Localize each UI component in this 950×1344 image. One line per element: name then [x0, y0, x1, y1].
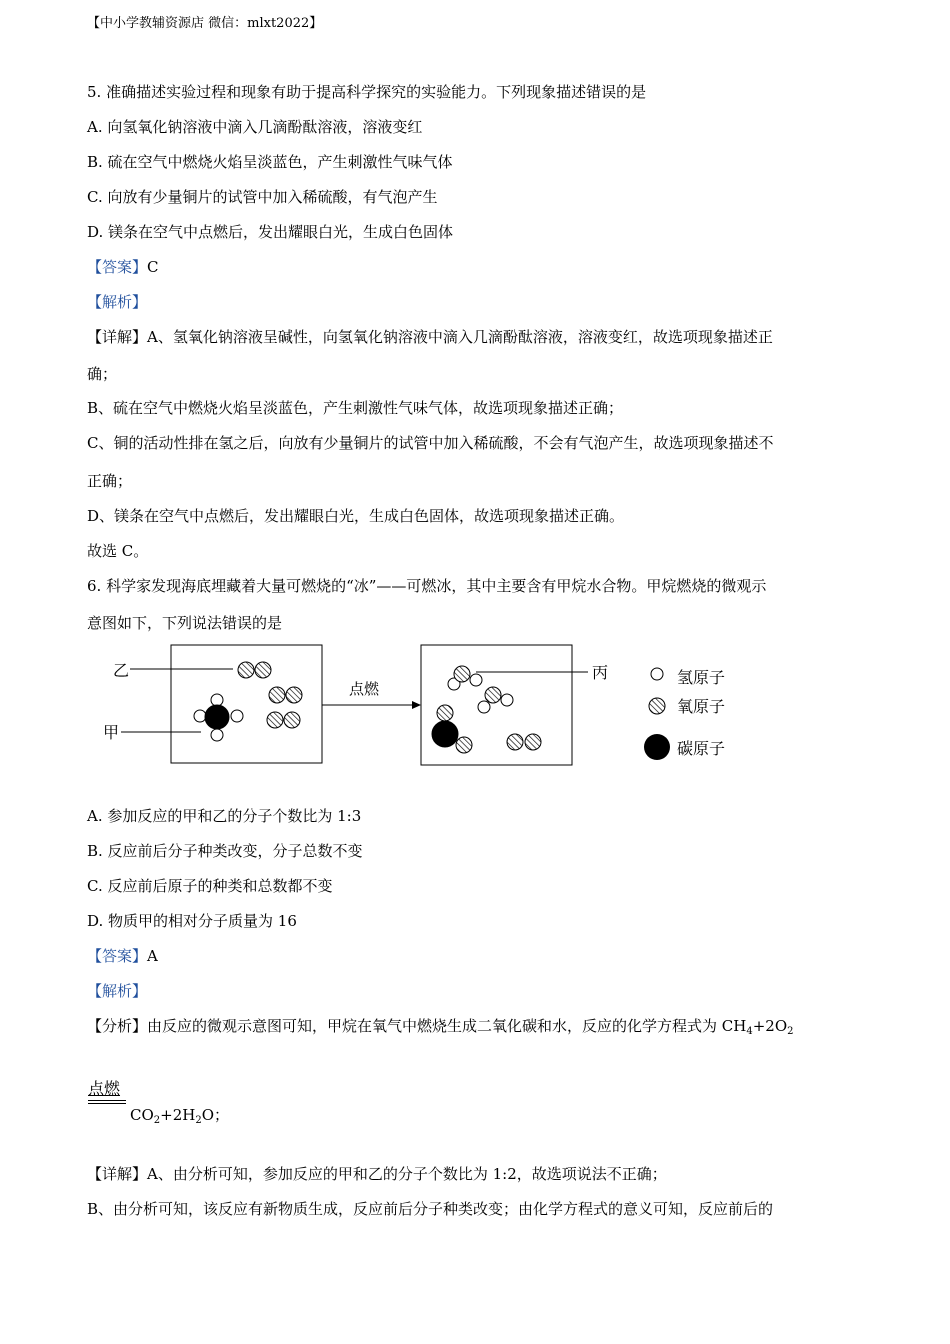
- q5-detail-line: D、镁条在空气中点燃后，发出耀眼白光，生成白色固体，故选项现象描述正确。: [87, 507, 625, 525]
- q5-detail-line: 【详解】A、氢氧化钠溶液呈碱性，向氢氧化钠溶液中滴入几滴酚酞溶液，溶液变红，故选项现象描述正: [87, 328, 773, 346]
- formula-condition: 点燃: [88, 1079, 121, 1098]
- q6-option-b: B. 反应前后分子种类改变，分子总数不变: [87, 842, 363, 860]
- page-header: 【中小学教辅资源店 微信：mlxt2022】: [87, 16, 323, 31]
- oxygen-molecule: [238, 662, 271, 678]
- q6-analysis-tag: 【解析】: [87, 982, 148, 1000]
- q6-stem: 意图如下，下列说法错误的是: [87, 614, 283, 632]
- q5-analysis-tag: 【解析】: [87, 293, 148, 311]
- q5-detail-line: 确；: [87, 365, 118, 383]
- legend: [644, 668, 725, 760]
- formula-products: $CO_2+2H_2O$；: [130, 1106, 230, 1126]
- q5-detail-line: C、铜的活动性排在氢之后，向放有少量铜片的试管中加入稀硫酸，不会有气泡产生，故选项现象描述不: [87, 434, 774, 452]
- answer-tag: 【答案】: [87, 947, 148, 965]
- q6-stem: 6. 科学家发现海底埋藏着大量可燃烧的“冰”——可燃冰，其中主要含有甲烷水合物。甲烷燃烧的微观示: [87, 577, 767, 595]
- oxygen-molecule: [269, 687, 302, 703]
- q5-option-a: A. 向氢氧化钠溶液中滴入几滴酚酞溶液，溶液变红: [87, 118, 423, 136]
- q6-detail-line: B、由分析可知，该反应有新物质生成，反应前后分子种类改变；由化学方程式的意义可知，反应前后的: [87, 1200, 774, 1218]
- oxygen-molecule: [267, 712, 300, 728]
- q6-option-d: D. 物质甲的相对分子质量为 16: [87, 912, 297, 930]
- legend-hydrogen: 氢原子: [677, 668, 726, 687]
- methane-molecule: [194, 694, 243, 741]
- q5-option-c: C. 向放有少量铜片的试管中加入稀硫酸，有气泡产生: [87, 188, 438, 206]
- water-molecule: [478, 687, 513, 713]
- water-molecule: [448, 666, 482, 690]
- q5-stem: 5. 准确描述实验过程和现象有助于提高科学探究的实验能力。下列现象描述错误的是: [87, 83, 647, 101]
- oxygen-atom-icon: [649, 698, 665, 714]
- q6-option-c: C. 反应前后原子的种类和总数都不变: [87, 877, 333, 895]
- arrow-head: [412, 701, 421, 709]
- formula-equals-sign: [88, 1100, 126, 1104]
- q6-answer: [87, 946, 158, 966]
- q5-detail-line: B、硫在空气中燃烧火焰呈淡蓝色，产生刺激性气味气体，故选项现象描述正确；: [87, 399, 624, 417]
- q5-option-d: D. 镁条在空气中点燃后，发出耀眼白光，生成白色固体: [87, 223, 454, 241]
- q5-answer: [87, 257, 159, 277]
- carbon-dioxide-molecule: [432, 705, 472, 753]
- legend-carbon: 碳原子: [677, 739, 726, 758]
- answer-tag: 【答案】: [87, 258, 148, 276]
- q5-detail-line: 正确；: [87, 472, 133, 490]
- label-yi: 乙: [113, 661, 130, 680]
- arrow-label: 点燃: [349, 680, 380, 698]
- legend-oxygen: 氧原子: [677, 697, 726, 716]
- q5-option-b: B. 硫在空气中燃烧火焰呈淡蓝色，产生刺激性气味气体: [87, 153, 453, 171]
- label-jia: 甲: [103, 723, 120, 742]
- answer-value: C: [147, 258, 159, 276]
- oxygen-molecule: [507, 734, 541, 750]
- reaction-diagram: [95, 636, 755, 776]
- q6-detail-line: 【详解】A、由分析可知，参加反应的甲和乙的分子个数比为 1:2，故选项说法不正确；: [87, 1165, 667, 1183]
- q5-detail-line: 故选 C。: [87, 542, 149, 560]
- carbon-atom-icon: [644, 734, 670, 760]
- q6-option-a: A. 参加反应的甲和乙的分子个数比为 1:3: [87, 807, 362, 825]
- label-bing: 丙: [592, 663, 609, 682]
- q6-analysis-line: 【分析】由反应的微观示意图可知，甲烷在氧气中燃烧生成二氧化碳和水，反应的化学方程式为 $CH_4+2O_2$: [87, 1017, 794, 1037]
- hydrogen-atom-icon: [651, 668, 663, 680]
- answer-value: A: [147, 947, 158, 965]
